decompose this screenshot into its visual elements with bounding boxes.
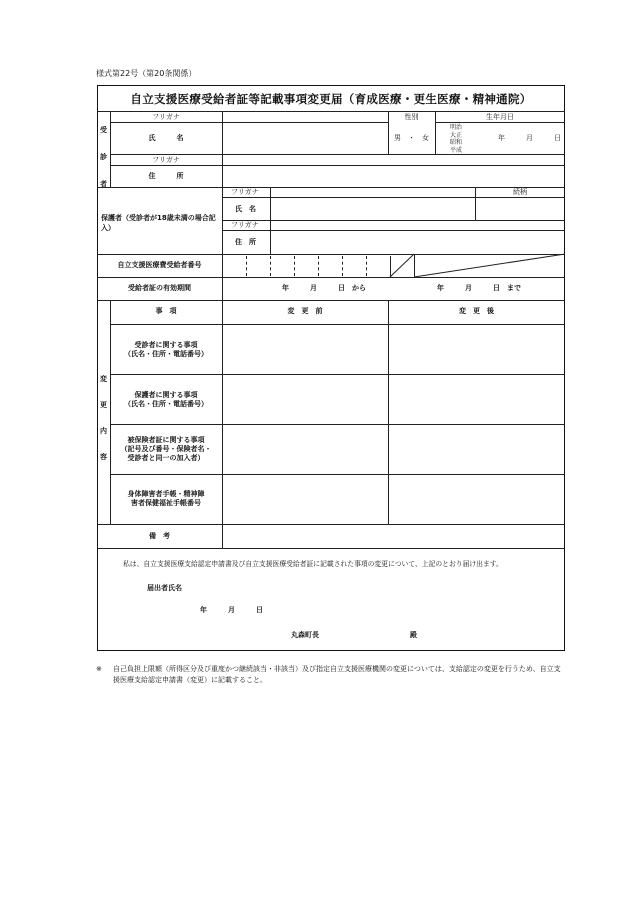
patient-address-label: 住 所 <box>148 172 184 180</box>
footnote-mark: ※ <box>96 665 102 673</box>
validity-label: 受給者証の有効期間 <box>128 284 191 292</box>
guardian-name-label: 氏 名 <box>235 205 256 213</box>
patient-furigana2-label: フリガナ <box>152 156 180 164</box>
declaration-date: 年 月 日 <box>200 606 263 614</box>
patient-section-label: 受 診 者 <box>100 126 107 188</box>
validity-to: 年 月 日 まで <box>437 284 521 292</box>
gender-options: 男 ・ 女 <box>394 134 429 142</box>
change-row-handbook: 身体障害者手帳・精神障 害者保健福祉手帳番号 <box>127 490 205 507</box>
mayor-label: 丸森町長 <box>291 631 319 639</box>
change-row-guardian: 保護者に関する事項 （氏名・住所・電話番号） <box>124 391 208 408</box>
birth-ymd: 年 月 日 <box>498 134 561 142</box>
era-list: 明治 大正 昭和 平成 <box>450 124 463 154</box>
declaration-text: 私は、自立支援医療支給認定申請書及び自立支援医療受給者証に記載された事項の変更について、上記のとおり届け出ます。 <box>123 560 503 568</box>
validity-from: 年 月 日 から <box>282 284 366 292</box>
guardian-label: 保護者（受診者が18歳未満の場合記入） <box>101 214 216 232</box>
change-row-insurance: 被保険者証に関する事項 （記号及び番号・保険者名・ 受診者と同一の加入者） <box>120 436 212 462</box>
form-number: 様式第22号（第20条関係） <box>96 69 197 78</box>
remarks-label: 備 考 <box>149 532 170 540</box>
guardian-furigana-label: フリガナ <box>231 188 259 196</box>
dono-label: 殿 <box>410 631 417 639</box>
recipient-number-label: 自立支援医療費受給者番号 <box>117 261 202 269</box>
relation-label: 続柄 <box>513 188 527 196</box>
form-title: 自立支援医療受給者証等記載事項変更届（育成医療・更生医療・精神通院） <box>130 92 532 106</box>
change-row-patient: 受診者に関する事項 （氏名・住所・電話番号） <box>124 341 208 358</box>
guardian-address-label: 住 所 <box>235 238 256 246</box>
guardian-furigana2-label: フリガナ <box>231 221 259 229</box>
applicant-name-label: 届出者氏名 <box>147 584 182 592</box>
patient-name-label: 氏 名 <box>148 134 184 142</box>
patient-furigana-label: フリガナ <box>152 113 180 121</box>
col-after-header: 変 更 後 <box>459 307 494 315</box>
col-item-header: 事 項 <box>155 307 177 315</box>
changes-section-label: 変 更 内 容 <box>100 375 107 461</box>
footnote-text: 自己負担上限額（所得区分及び重度かつ継続該当・非該当）及び指定自立支援医療機関の変更については、支給認定の変更を行うため、自立支援医療支給認定申請書（変更）に記載すること。 <box>113 665 561 684</box>
birthdate-label: 生年月日 <box>486 113 514 121</box>
gender-label: 性別 <box>404 113 419 121</box>
col-before-header: 変 更 前 <box>287 307 323 315</box>
